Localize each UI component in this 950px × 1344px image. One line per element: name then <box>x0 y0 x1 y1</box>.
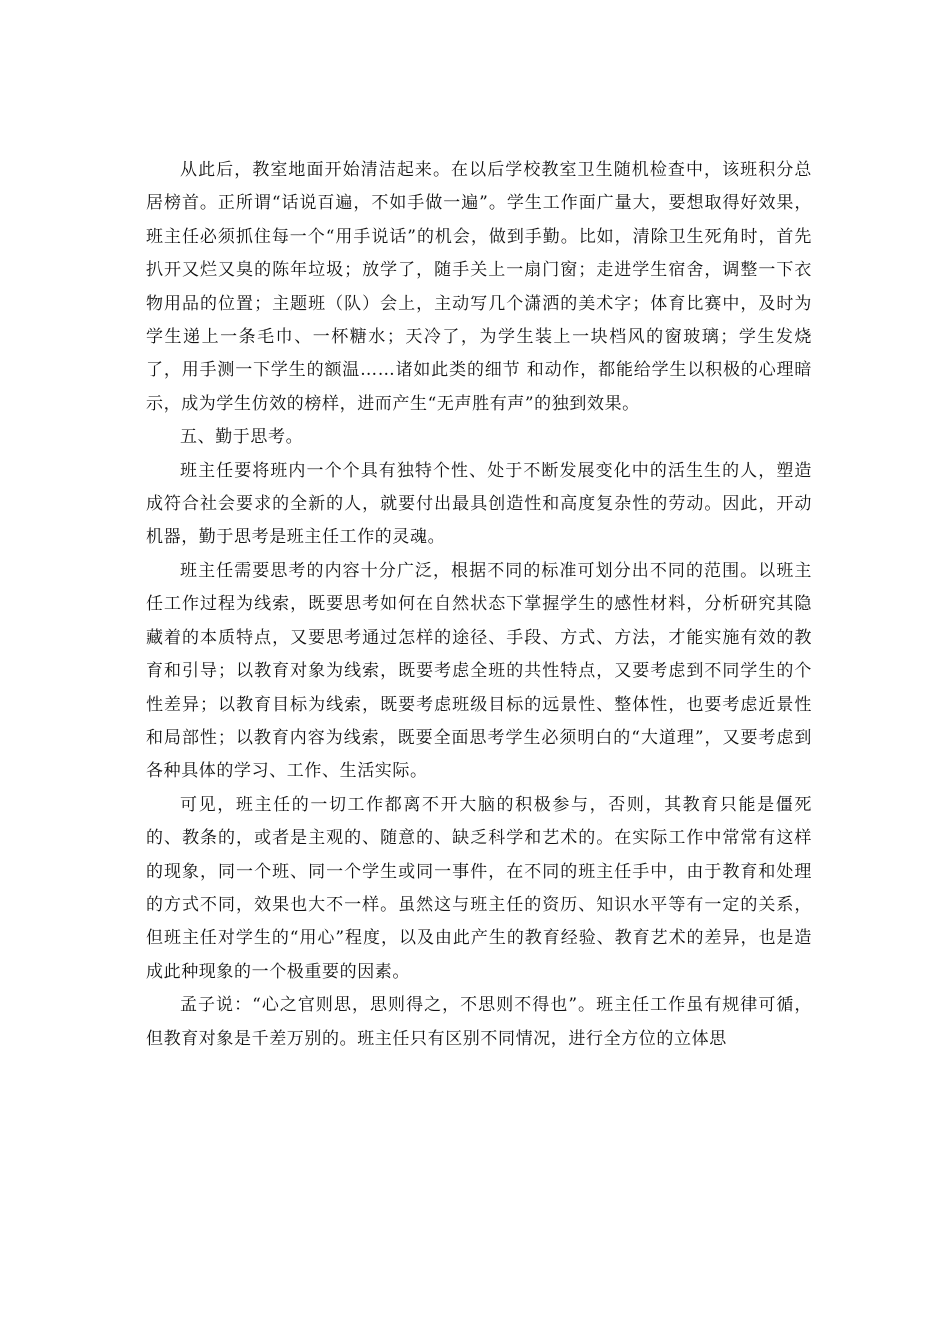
paragraph-thinking-soul: 班主任要将班内一个个具有独特个性、处于不断发展变化中的活生生的人，塑造成符合社会要求的全新的人，就要付出最具创造性和高度复杂性的劳动。因此，开动机器，勤于思考是班主任工作的灵魂。 <box>146 460 812 548</box>
paragraph-thinking-scope: 班主任需要思考的内容十分广泛，根据不同的标准可划分出不同的范围。以班主任工作过程为线索，既要思考如何在自然状态下掌握学生的感性材料，分析研究其隐藏着的本质特点，又要思考通过怎样的途径、手段、方式、方法，才能实施有效的教育和引导；以教育对象为线索，既要考虑全班的共性特点，又要考虑到不同学生的个性差异；以教育目标为线索，既要考虑班级目标的远景性、整体性，也要考虑近景性和局部性；以教育内容为线索，既要全面思考学生必须明白的“大道理”，又要考虑到各种具体的学习、工作、生活实际。 <box>146 560 812 782</box>
section-heading-thinking: 五、勤于思考。 <box>180 427 304 448</box>
paragraph-mencius-quote: 孟子说：“心之官则思，思则得之，不思则不得也”。班主任工作虽有规律可循，但教育对象是千差万别的。班主任只有区别不同情况，进行全方位的立体思 <box>146 995 812 1049</box>
document-page <box>146 154 812 1056</box>
paragraph-brain-participation: 可见，班主任的一切工作都离不开大脑的积极参与，否则，其教育只能是僵死的、教条的，或者是主观的、随意的、缺乏科学和艺术的。在实际工作中常常有这样的现象，同一个班、同一个学生或同一事件，在不同的班主任手中，由于教育和处理的方式不同，效果也大不一样。虽然这与班主任的资历、知识水平等有一定的关系，但班主任对学生的“用心”程度，以及由此产生的教育经验、教育艺术的差异，也是造成此种现象的一个极重要的因素。 <box>146 794 812 982</box>
paragraph-hands-on-effect: 从此后，教室地面开始清洁起来。在以后学校教室卫生随机检查中，该班积分总居榜首。正所谓“话说百遍，不如手做一遍”。学生工作面广量大，要想取得好效果，班主任必须抓住每一个“用手说话”的机会，做到手勤。比如，清除卫生死角时，首先扒开又烂又臭的陈年垃圾；放学了，随手关上一扇门窗；走进学生宿舍，调整一下衣物用品的位置；主题班（队）会上，主动写几个潇洒的美术字；体育比赛中，及时为学生递上一条毛巾、一杯糖水；天冷了，为学生装上一块档风的窗玻璃；学生发烧了，用手测一下学生的额温……诸如此类的细节 和动作，都能给学生以积极的心理暗示，成为学生仿效的榜样，进而产生“无声胜有声”的独到效果。 <box>146 160 812 414</box>
